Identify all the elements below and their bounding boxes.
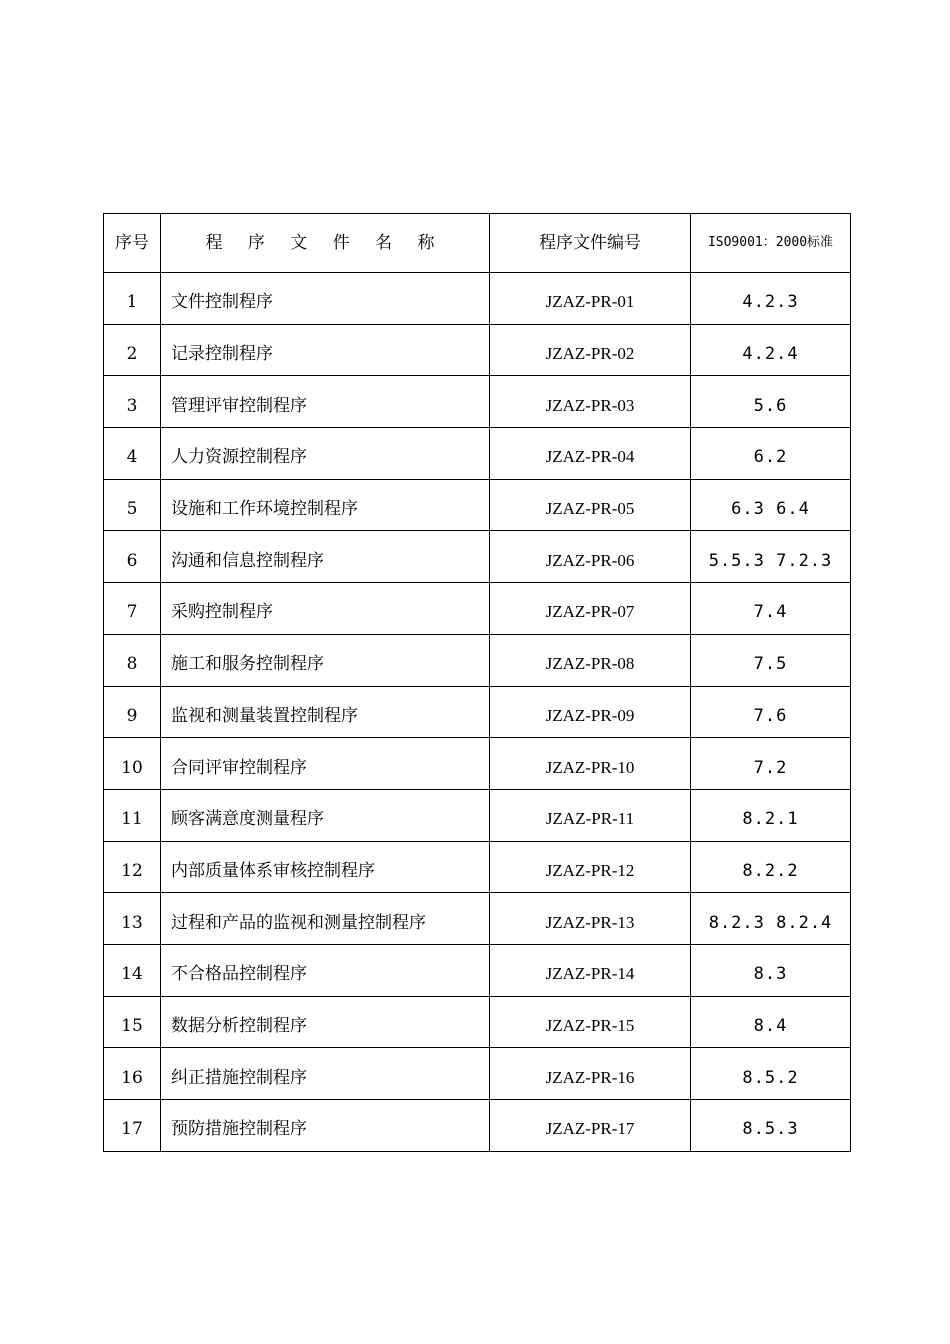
row-code-cell: JZAZ-PR-07 <box>490 583 691 635</box>
row-name-cell: 内部质量体系审核控制程序 <box>161 841 490 893</box>
row-name-cell: 不合格品控制程序 <box>161 944 490 996</box>
table-row <box>104 376 851 428</box>
row-name-cell: 监视和测量装置控制程序 <box>161 686 490 738</box>
row-no-cell: 6 <box>104 531 161 583</box>
row-code-cell: JZAZ-PR-01 <box>490 273 691 325</box>
row-name-cell: 采购控制程序 <box>161 583 490 635</box>
row-code-cell: JZAZ-PR-15 <box>490 996 691 1048</box>
row-no-cell: 9 <box>104 686 161 738</box>
row-no-cell: 2 <box>104 324 161 376</box>
row-code-cell: JZAZ-PR-10 <box>490 738 691 790</box>
row-name-cell: 设施和工作环境控制程序 <box>161 479 490 531</box>
row-code-cell: JZAZ-PR-02 <box>490 324 691 376</box>
row-name-cell: 记录控制程序 <box>161 324 490 376</box>
header-standard: ISO9001：2000标准 <box>691 214 851 273</box>
row-name-cell: 管理评审控制程序 <box>161 376 490 428</box>
row-no-cell: 11 <box>104 789 161 841</box>
row-no-cell: 13 <box>104 893 161 945</box>
row-standard-cell: 8.2.3 8.2.4 <box>691 893 851 945</box>
row-code-cell: JZAZ-PR-12 <box>490 841 691 893</box>
table-row <box>104 1048 851 1100</box>
table-row <box>104 789 851 841</box>
row-standard-cell: 7.4 <box>691 583 851 635</box>
table-row <box>104 1100 851 1152</box>
row-no-cell: 5 <box>104 479 161 531</box>
table-row <box>104 944 851 996</box>
table-row <box>104 738 851 790</box>
row-standard-cell: 4.2.4 <box>691 324 851 376</box>
row-name-cell: 沟通和信息控制程序 <box>161 531 490 583</box>
header-name: 程 序 文 件 名 称 <box>161 214 490 273</box>
table-row <box>104 428 851 480</box>
table-header-row <box>104 214 851 273</box>
row-no-cell: 14 <box>104 944 161 996</box>
row-no-cell: 1 <box>104 273 161 325</box>
row-code-cell: JZAZ-PR-16 <box>490 1048 691 1100</box>
table-row <box>104 893 851 945</box>
table-row <box>104 273 851 325</box>
row-name-cell: 过程和产品的监视和测量控制程序 <box>161 893 490 945</box>
row-standard-cell: 5.5.3 7.2.3 <box>691 531 851 583</box>
row-no-cell: 3 <box>104 376 161 428</box>
row-code-cell: JZAZ-PR-08 <box>490 634 691 686</box>
table-row <box>104 324 851 376</box>
table-row <box>104 996 851 1048</box>
row-name-cell: 人力资源控制程序 <box>161 428 490 480</box>
row-standard-cell: 5.6 <box>691 376 851 428</box>
row-standard-cell: 8.2.2 <box>691 841 851 893</box>
table-row <box>104 686 851 738</box>
row-standard-cell: 6.3 6.4 <box>691 479 851 531</box>
row-no-cell: 7 <box>104 583 161 635</box>
row-no-cell: 15 <box>104 996 161 1048</box>
row-code-cell: JZAZ-PR-03 <box>490 376 691 428</box>
row-no-cell: 8 <box>104 634 161 686</box>
row-name-cell: 合同评审控制程序 <box>161 738 490 790</box>
header-code: 程序文件编号 <box>490 214 691 273</box>
row-standard-cell: 7.6 <box>691 686 851 738</box>
row-name-cell: 预防措施控制程序 <box>161 1100 490 1152</box>
row-code-cell: JZAZ-PR-06 <box>490 531 691 583</box>
table-row <box>104 583 851 635</box>
row-standard-cell: 4.2.3 <box>691 273 851 325</box>
row-code-cell: JZAZ-PR-09 <box>490 686 691 738</box>
row-code-cell: JZAZ-PR-11 <box>490 789 691 841</box>
row-name-cell: 数据分析控制程序 <box>161 996 490 1048</box>
row-standard-cell: 6.2 <box>691 428 851 480</box>
row-code-cell: JZAZ-PR-14 <box>490 944 691 996</box>
table-row <box>104 531 851 583</box>
row-standard-cell: 8.5.2 <box>691 1048 851 1100</box>
row-no-cell: 12 <box>104 841 161 893</box>
row-no-cell: 16 <box>104 1048 161 1100</box>
row-code-cell: JZAZ-PR-05 <box>490 479 691 531</box>
row-no-cell: 4 <box>104 428 161 480</box>
header-no: 序号 <box>104 214 161 273</box>
procedure-document-table <box>103 213 851 1152</box>
table-row <box>104 841 851 893</box>
table-row <box>104 634 851 686</box>
row-standard-cell: 7.2 <box>691 738 851 790</box>
row-name-cell: 文件控制程序 <box>161 273 490 325</box>
row-standard-cell: 7.5 <box>691 634 851 686</box>
row-code-cell: JZAZ-PR-04 <box>490 428 691 480</box>
row-code-cell: JZAZ-PR-13 <box>490 893 691 945</box>
row-name-cell: 施工和服务控制程序 <box>161 634 490 686</box>
row-standard-cell: 8.5.3 <box>691 1100 851 1152</box>
row-standard-cell: 8.2.1 <box>691 789 851 841</box>
row-name-cell: 纠正措施控制程序 <box>161 1048 490 1100</box>
row-code-cell: JZAZ-PR-17 <box>490 1100 691 1152</box>
row-no-cell: 10 <box>104 738 161 790</box>
row-standard-cell: 8.3 <box>691 944 851 996</box>
row-name-cell: 顾客满意度测量程序 <box>161 789 490 841</box>
table-row <box>104 479 851 531</box>
row-standard-cell: 8.4 <box>691 996 851 1048</box>
row-no-cell: 17 <box>104 1100 161 1152</box>
